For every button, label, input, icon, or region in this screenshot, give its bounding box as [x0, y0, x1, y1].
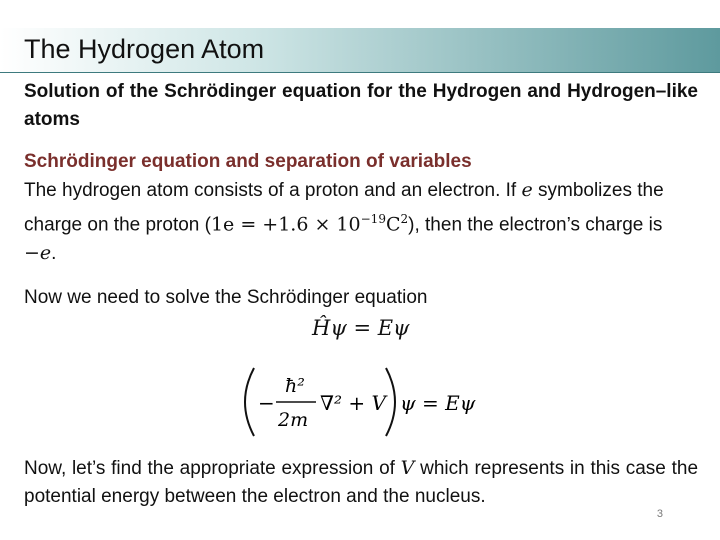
para1-end: .: [51, 243, 57, 265]
symbol-v: V: [400, 457, 415, 479]
charge-unit: C: [385, 213, 401, 236]
para3-text-a: Now, let’s find the appropriate expression of: [24, 458, 395, 479]
paragraph-solve: Now we need to solve the Schrödinger equation: [24, 287, 428, 309]
symbol-neg-e: −e: [24, 242, 52, 265]
equation-expanded-graphic: [240, 364, 500, 440]
eq2-minus: −: [258, 391, 275, 415]
equation-hamiltonian: Ĥψ = Eψ: [312, 316, 410, 340]
paragraph-charge: [24, 176, 698, 268]
title-bar: [0, 28, 720, 73]
paragraph-potential: [24, 454, 698, 511]
charge-value: 1e = +1.6 × 10: [210, 213, 361, 236]
eq2-laplacian: ∇² + V: [320, 391, 386, 415]
slide-title: The Hydrogen Atom: [24, 34, 265, 64]
para1-text-c: ), then the electron’s charge is: [408, 214, 663, 236]
symbol-e: e: [521, 179, 533, 201]
eq2-numerator: ħ²: [285, 375, 305, 397]
eq2-rhs: ψ = Eψ: [400, 391, 476, 415]
page-number: 3: [656, 508, 663, 520]
charge-exponent: −19: [360, 212, 386, 226]
right-paren: [386, 368, 395, 436]
unit-exponent: 2: [400, 212, 409, 226]
left-paren: [245, 368, 254, 436]
para3-text-b: which represents in this case the potential energy between the electron and the nucleus.: [24, 458, 699, 507]
section-subheading: Schrödinger equation and separation of variables: [24, 151, 472, 172]
slide-heading: Solution of the Schrödinger equation for the Hydrogen and Hydrogen–like atoms: [24, 81, 698, 130]
para1-text-a: The hydrogen atom consists of a proton and an electron. If: [24, 180, 517, 201]
slide-content: [24, 78, 698, 312]
equation-expanded: [240, 364, 500, 440]
para1-text-b: symbolizes the charge on the proton (: [24, 180, 664, 236]
eq2-denominator: 2m: [278, 409, 309, 431]
